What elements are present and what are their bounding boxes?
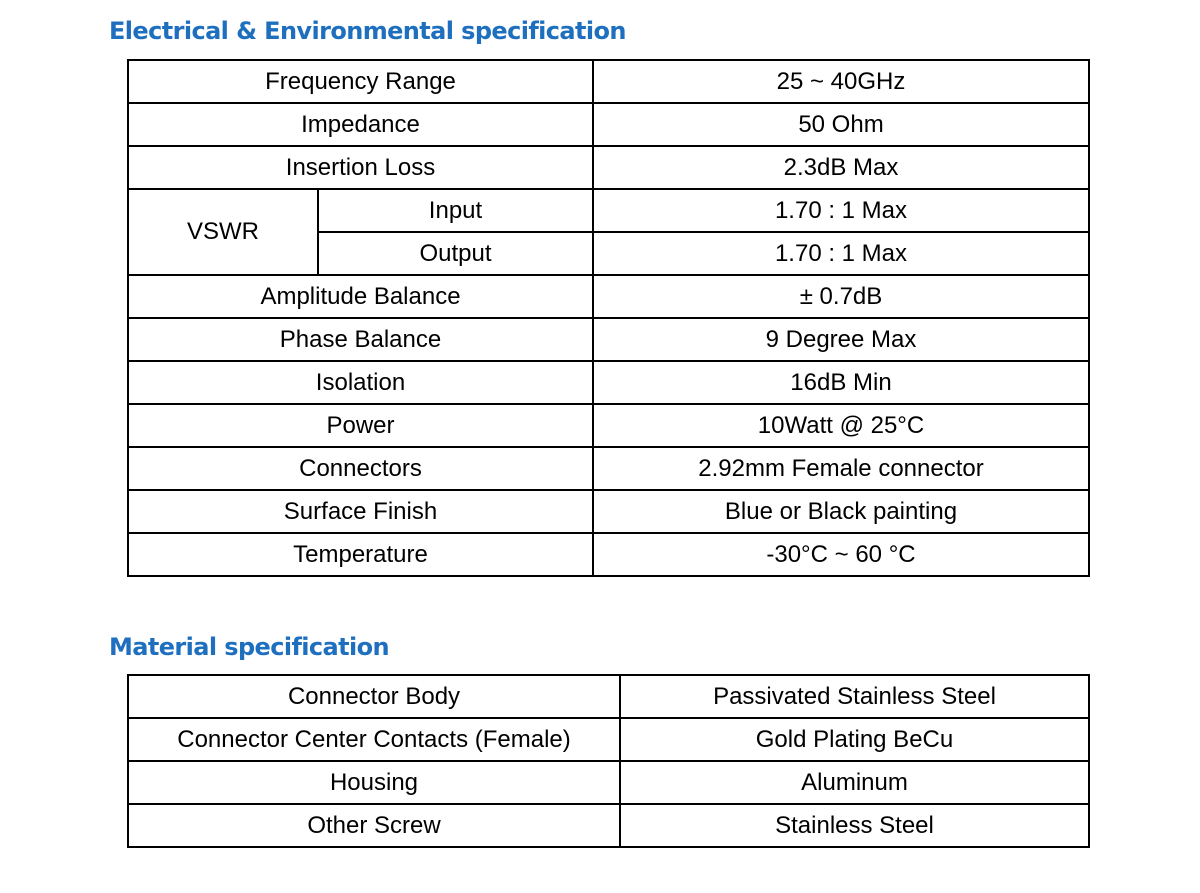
table-row (128, 318, 1089, 361)
table-row (128, 447, 1089, 490)
material-spec-table (127, 674, 1090, 848)
table-row (128, 675, 1089, 718)
connector-body-value: Passivated Stainless Steel (620, 675, 1089, 718)
frequency-range-label: Frequency Range (128, 60, 593, 103)
vswr-input-value: 1.70 : 1 Max (593, 189, 1089, 232)
isolation-value: 16dB Min (593, 361, 1089, 404)
table-row (128, 490, 1089, 533)
table-row (128, 361, 1089, 404)
table-row (128, 533, 1089, 576)
connectors-value: 2.92mm Female connector (593, 447, 1089, 490)
insertion-loss-value: 2.3dB Max (593, 146, 1089, 189)
table-row (128, 761, 1089, 804)
connectors-label: Connectors (128, 447, 593, 490)
other-screw-label: Other Screw (128, 804, 620, 847)
isolation-label: Isolation (128, 361, 593, 404)
table-row (128, 103, 1089, 146)
table-row (128, 189, 1089, 232)
amplitude-balance-value: ± 0.7dB (593, 275, 1089, 318)
other-screw-value: Stainless Steel (620, 804, 1089, 847)
housing-label: Housing (128, 761, 620, 804)
table-row (128, 60, 1089, 103)
vswr-input-label: Input (318, 189, 593, 232)
amplitude-balance-label: Amplitude Balance (128, 275, 593, 318)
impedance-label: Impedance (128, 103, 593, 146)
table-row (128, 275, 1089, 318)
power-label: Power (128, 404, 593, 447)
table-row (128, 718, 1089, 761)
table-row (128, 804, 1089, 847)
phase-balance-label: Phase Balance (128, 318, 593, 361)
vswr-output-value: 1.70 : 1 Max (593, 232, 1089, 275)
housing-value: Aluminum (620, 761, 1089, 804)
phase-balance-value: 9 Degree Max (593, 318, 1089, 361)
insertion-loss-label: Insertion Loss (128, 146, 593, 189)
surface-finish-value: Blue or Black painting (593, 490, 1089, 533)
temperature-label: Temperature (128, 533, 593, 576)
center-contacts-value: Gold Plating BeCu (620, 718, 1089, 761)
table-row (128, 146, 1089, 189)
impedance-value: 50 Ohm (593, 103, 1089, 146)
temperature-value: -30°C ~ 60 °C (593, 533, 1089, 576)
table-row (128, 404, 1089, 447)
connector-body-label: Connector Body (128, 675, 620, 718)
center-contacts-label: Connector Center Contacts (Female) (128, 718, 620, 761)
electrical-spec-heading: Electrical & Environmental specification (109, 17, 626, 45)
electrical-spec-table (127, 59, 1090, 577)
surface-finish-label: Surface Finish (128, 490, 593, 533)
material-spec-heading: Material specification (109, 633, 390, 661)
vswr-output-label: Output (318, 232, 593, 275)
power-value: 10Watt @ 25°C (593, 404, 1089, 447)
vswr-label: VSWR (128, 189, 318, 275)
frequency-range-value: 25 ~ 40GHz (593, 60, 1089, 103)
